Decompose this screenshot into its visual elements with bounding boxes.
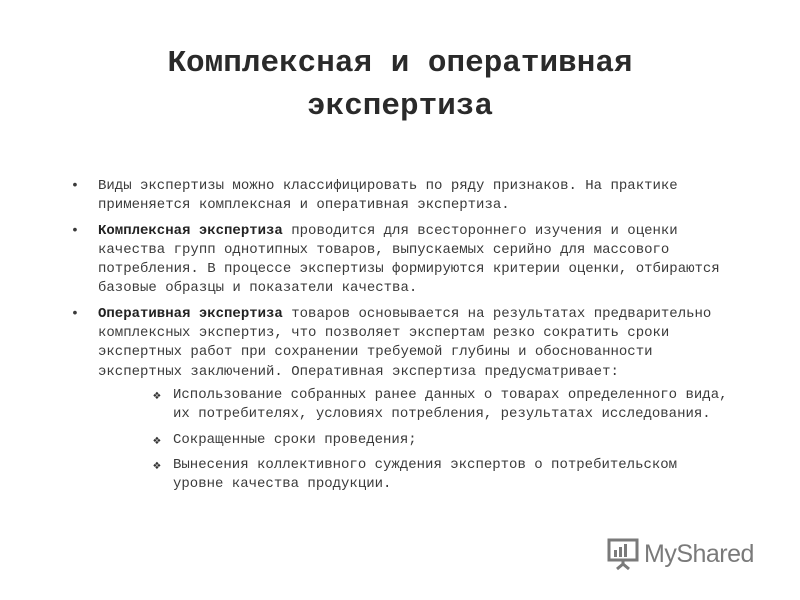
diamond-bullet-icon: ❖ (153, 457, 161, 473)
sub-list-item (153, 386, 733, 425)
sub-list-item (153, 431, 733, 450)
bullet-icon: • (70, 178, 80, 194)
bullet-text: Виды экспертизы можно классифицировать по ряду признаков. На практике применяется комплексная и оперативная экспертиза. (98, 178, 678, 214)
sub-list-text: Сокращенные сроки проведения; (173, 431, 417, 448)
diamond-bullet-icon: ❖ (153, 387, 161, 403)
myshared-watermark[interactable] (606, 536, 754, 572)
bullet-item (68, 222, 733, 299)
bullet-lead-term: Комплексная экспертиза (98, 222, 283, 239)
bullet-item (68, 305, 733, 495)
bullet-icon: • (70, 222, 80, 239)
watermark-text: MyShared (644, 539, 754, 568)
bullet-lead-term: Оперативная экспертиза (98, 305, 283, 322)
slide-body (68, 177, 733, 500)
slide-title-line-2: экспертиза (306, 89, 494, 124)
sub-list-text: Вынесения коллективного суждения экспертов о потребительском уровне качества продукции. (173, 456, 678, 493)
sub-list-item (153, 456, 733, 495)
diamond-bullet-icon: ❖ (153, 432, 161, 448)
bullet-text: проводится для всестороннего изучения и оценки качества групп однотипных товаров, выпускаемых серийно для массового потребления. В процессе экспертизы формируются критерии оценки, отбираются базовые образцы и показатели качества. (98, 222, 720, 297)
bullet-item (68, 177, 733, 216)
presentation-board-icon (606, 537, 640, 571)
bullet-text: товаров основывается на результатах предварительно комплексных экспертиз, что позволяет экспертам резко сократить сроки экспертных работ при сохранении требуемой глубины и обоснованности экспертных заключений. Оперативная экспертиза предусматривает: (98, 305, 712, 380)
slide-title-line-1: Комплексная и оперативная (167, 46, 633, 81)
sub-list-text: Использование собранных ранее данных о товарах определенного вида, их потребителях, условиях потребления, результатах исследования. (173, 386, 728, 423)
sub-list (98, 386, 733, 494)
slide-title (0, 42, 800, 128)
bullet-icon: • (70, 305, 80, 322)
